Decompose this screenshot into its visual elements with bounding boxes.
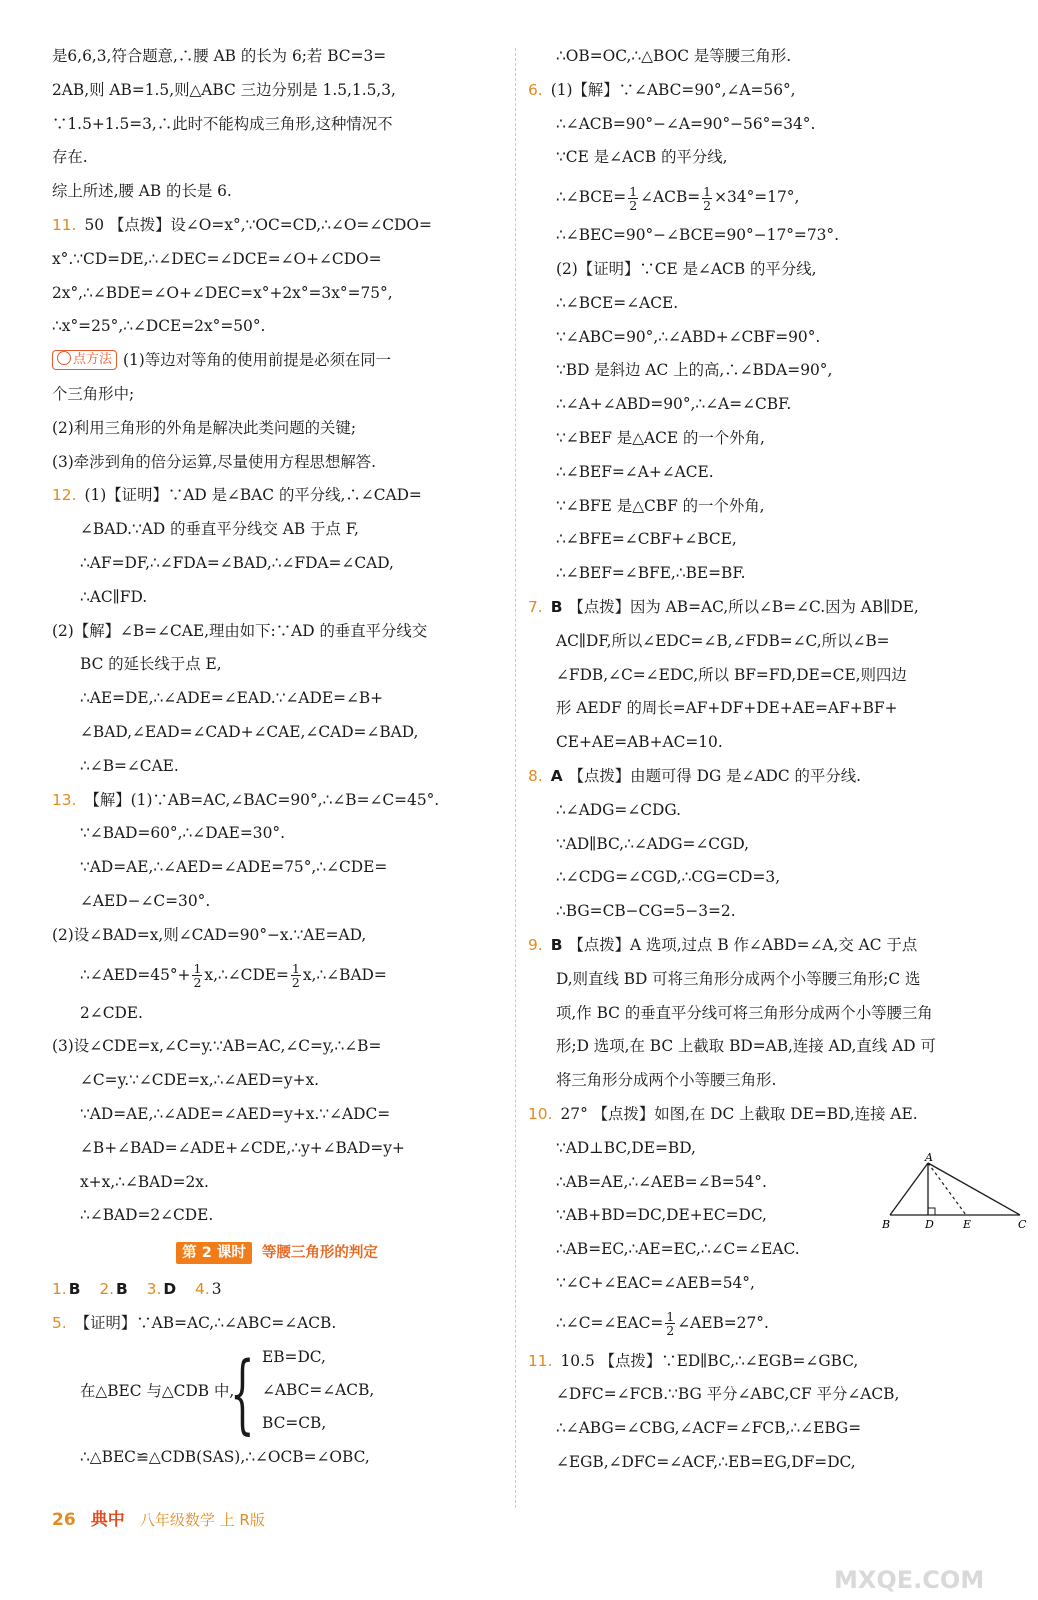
question-text: (1)【证明】∵AD 是∠BAC 的平分线,∴∠CAD= <box>84 486 422 505</box>
question-number: 5. <box>52 1313 67 1332</box>
question-10 <box>528 1098 988 1132</box>
question-number: 12. <box>52 486 77 505</box>
question-text: 【点拨】因为 AB=AC,所以∠B=∠C.因为 AB∥DE, <box>568 597 919 616</box>
question-12 <box>52 479 502 513</box>
text-line: ∵∠ABC=90°,∴∠ABD+∠CBF=90°. <box>556 327 821 346</box>
text-line: ∠BAD,∠EAD=∠CAD+∠CAE,∠CAD=∠BAD, <box>80 722 419 741</box>
text-line: ∴AC∥FD. <box>80 587 148 606</box>
brand-logo: 典中 <box>90 1510 125 1530</box>
text-line: ∴∠BEF=∠A+∠ACE. <box>556 462 714 481</box>
fraction <box>291 962 301 989</box>
answer-choice: B <box>68 1280 81 1299</box>
text-line: ∠B+∠BAD=∠ADE+∠CDE,∴y+∠BAD=y+ <box>80 1138 405 1157</box>
question-number: 10. <box>528 1104 553 1123</box>
method-icon <box>57 351 71 365</box>
question-number: 8. <box>528 766 543 785</box>
formula-part: x,∴∠BAD= <box>302 965 387 984</box>
book-title: 八年级数学 上 R版 <box>139 1511 265 1529</box>
formula-part: x,∴∠CDE= <box>204 965 289 984</box>
fraction-denominator: 2 <box>193 975 202 991</box>
text-line: ∴BG=CB−CG=5−3=2. <box>556 902 736 921</box>
fraction-denominator: 2 <box>666 1323 675 1339</box>
text-line: ∴∠BFE=∠CBF+∠BCE, <box>556 530 737 549</box>
formula-part: ∴∠C=∠EAC= <box>556 1313 664 1332</box>
text-line: ∠C=y.∵∠CDE=x,∴∠AED=y+x. <box>80 1071 320 1090</box>
text-line: ∵AD⊥BC,DE=BD, <box>556 1138 696 1157</box>
method-text: (1)等边对等角的使用前提是必须在同一 <box>123 351 392 370</box>
text-line: ∵CE 是∠ACB 的平分线, <box>556 148 728 167</box>
text-line: ∵1.5+1.5=3,∴此时不能构成三角形,这种情况不 <box>52 114 393 133</box>
page-footer <box>52 1506 265 1534</box>
answer-number: 4. <box>195 1280 210 1299</box>
watermark-logo <box>828 1540 1018 1596</box>
equation-system <box>52 1341 502 1444</box>
formula-part: ∴∠BCE= <box>556 188 627 207</box>
column-divider <box>515 48 516 1508</box>
answer-choice: B <box>550 935 563 954</box>
segment-ae <box>928 1163 966 1215</box>
text-line: ∵AB+BD=DC,DE+EC=DC, <box>556 1206 767 1225</box>
text-line: ∴∠ADG=∠CDG. <box>556 800 681 819</box>
answer-number: 1. <box>52 1280 67 1299</box>
answer-number: 2. <box>99 1280 115 1299</box>
method-badge <box>52 350 117 370</box>
question-5 <box>52 1307 502 1341</box>
answer-choice: B <box>116 1280 128 1299</box>
text-line: 2∠CDE. <box>80 1003 143 1022</box>
label-b: B <box>882 1218 891 1231</box>
text-line: ∠AED−∠C=30°. <box>80 891 211 910</box>
segment-ab <box>890 1163 928 1215</box>
text-line: ∴∠BEC=90°−∠BCE=90°−17°=73°. <box>556 226 839 245</box>
text-line: x+x,∴∠BAD=2x. <box>80 1172 209 1191</box>
lesson-heading <box>52 1233 502 1273</box>
question-text: 10.5 【点拨】∵ED∥BC,∴∠EGB=∠GBC, <box>560 1351 859 1370</box>
lesson-title: 等腰三角形的判定 <box>261 1245 378 1262</box>
question-text: 【证明】∵AB=AC,∴∠ABC=∠ACB. <box>74 1313 337 1332</box>
formula-part: ∴∠AED=45°+ <box>80 965 191 984</box>
question-text: (1)【解】∵∠ABC=90°,∠A=56°, <box>550 80 796 99</box>
formula-part: ∠AEB=27°. <box>677 1313 769 1332</box>
label-e: E <box>963 1218 972 1231</box>
question-9 <box>528 929 988 963</box>
label-d: D <box>925 1218 934 1231</box>
system-lead: 在△BEC 与△CDB 中, <box>80 1381 235 1400</box>
text-line: ∵∠BAD=60°,∴∠DAE=30°. <box>80 824 285 843</box>
question-11 <box>52 209 502 243</box>
text-line: (2)利用三角形的外角是解决此类问题的关键; <box>52 418 357 437</box>
question-text: 27° 【点拨】如图,在 DC 上截取 DE=BD,连接 AE. <box>560 1104 918 1123</box>
question-number: 7. <box>528 597 543 616</box>
text-line: (3)设∠CDE=x,∠C=y.∵AB=AC,∠C=y,∴∠B= <box>52 1037 382 1056</box>
text-line: (2)【证明】∵CE 是∠ACB 的平分线, <box>556 259 817 278</box>
text-line: 项,作 BC 的垂直平分线可将三角形分成两个小等腰三角 <box>556 1003 933 1022</box>
answer-choice: 3 <box>211 1280 222 1299</box>
text-line: ∵AD=AE,∴∠ADE=∠AED=y+x.∵∠ADC= <box>80 1104 391 1123</box>
question-7 <box>528 591 988 625</box>
watermark-text: MXQE.COM <box>834 1566 985 1594</box>
system-row: BC=CB, <box>262 1413 327 1432</box>
text-line: D,则直线 BD 可将三角形分成两个小等腰三角形;C 选 <box>556 969 921 988</box>
text-line: 2x°,∴∠BDE=∠O+∠DEC=x°+2x°=3x°=75°, <box>52 283 393 302</box>
question-number: 11. <box>528 1351 553 1370</box>
text-line: ∴AE=DE,∴∠ADE=∠EAD.∵∠ADE=∠B+ <box>80 689 384 708</box>
method-badge-label: 点方法 <box>73 352 113 368</box>
answer-choice: A <box>550 766 563 785</box>
text-line: ∵AD=AE,∴∠AED=∠ADE=75°,∴∠CDE= <box>80 858 388 877</box>
fraction <box>628 185 638 212</box>
question-8 <box>528 760 988 794</box>
system-row: EB=DC, <box>262 1347 326 1366</box>
text-line: ∵∠C+∠EAC=∠AEB=54°, <box>556 1273 755 1292</box>
text-line: ∴∠BEF=∠BFE,∴BE=BF. <box>556 564 746 583</box>
fraction-numerator: 1 <box>703 183 712 199</box>
text-line: ∴∠ABG=∠CBG,∠ACF=∠FCB,∴∠EBG= <box>556 1419 862 1438</box>
text-line: ∴AB=EC,∴AE=EC,∴∠C=∠EAC. <box>556 1240 800 1259</box>
answer-choice: B <box>550 597 563 616</box>
text-line: ∴x°=25°,∴∠DCE=2x°=50°. <box>52 317 266 336</box>
fraction-numerator: 1 <box>666 1309 675 1325</box>
system-row: ∠ABC=∠ACB, <box>262 1380 375 1399</box>
text-line: x°.∵CD=DE,∴∠DEC=∠DCE=∠O+∠CDO= <box>52 249 382 268</box>
fraction <box>702 185 712 212</box>
text-line: 是6,6,3,符合题意,∴腰 AB 的长为 6;若 BC=3= <box>52 47 387 65</box>
answer-number: 3. <box>146 1280 162 1299</box>
formula-line <box>528 175 988 219</box>
fraction-numerator: 1 <box>629 183 638 199</box>
text-line: ∴∠A+∠ABD=90°,∴∠A=∠CBF. <box>556 395 792 414</box>
page-number: 26 <box>52 1510 76 1530</box>
fraction <box>192 962 202 989</box>
fraction-denominator: 2 <box>703 197 712 213</box>
formula-line <box>52 953 502 997</box>
right-column <box>528 40 988 1480</box>
question-13 <box>52 784 502 818</box>
text-line: (3)牵涉到角的倍分运算,尽量使用方程思想解答. <box>52 452 377 471</box>
text-line: 个三角形中; <box>52 384 135 403</box>
text-line: 将三角形分成两个小等腰三角形. <box>556 1071 777 1090</box>
question-11-right <box>528 1345 988 1379</box>
question-number: 11. <box>52 215 77 234</box>
question-6 <box>528 74 988 108</box>
segment-ac <box>928 1163 1020 1215</box>
system-rows <box>262 1341 374 1440</box>
method-note <box>52 344 502 378</box>
text-line: ∴∠BCE=∠ACE. <box>556 293 679 312</box>
right-angle-mark <box>928 1208 935 1215</box>
formula-part: ×34°=17°, <box>714 188 800 207</box>
question-text: 50 【点拨】设∠O=x°,∵OC=CD,∴∠O=∠CDO= <box>84 215 432 234</box>
text-line: ∴△BEC≌△CDB(SAS),∴∠OCB=∠OBC, <box>80 1447 370 1466</box>
lesson-tag: 第 2 课时 <box>176 1242 252 1264</box>
question-number: 13. <box>52 790 77 809</box>
text-line: ∵∠BFE 是△CBF 的一个外角, <box>556 496 765 515</box>
text-line: ∴OB=OC,∴△BOC 是等腰三角形. <box>556 47 792 65</box>
answer-choice: D <box>163 1280 177 1299</box>
text-line: 形;D 选项,在 BC 上截取 BD=AB,连接 AD,直线 AD 可 <box>556 1037 936 1056</box>
question-text: 【点拨】A 选项,过点 B 作∠ABD=∠A,交 AC 于点 <box>568 935 918 954</box>
question-number: 9. <box>528 935 543 954</box>
text-line: ∴AF=DF,∴∠FDA=∠BAD,∴∠FDA=∠CAD, <box>80 553 394 572</box>
text-line: ∵BD 是斜边 AC 上的高,∴∠BDA=90°, <box>556 361 833 380</box>
text-line: ∴∠B=∠CAE. <box>80 756 179 775</box>
text-line: ∴∠BAD=2∠CDE. <box>80 1206 214 1225</box>
text-line: 2AB,则 AB=1.5,则△ABC 三边分别是 1.5,1.5,3, <box>52 80 396 99</box>
formula-line <box>528 1301 988 1345</box>
brace-symbol: { <box>230 1343 255 1444</box>
question-number: 6. <box>528 80 543 99</box>
formula-part: ∠ACB= <box>640 188 701 207</box>
text-line: ∠DFC=∠FCB.∵BG 平分∠ABC,CF 平分∠ACB, <box>556 1385 900 1404</box>
text-line: 存在. <box>52 148 88 167</box>
text-line: ∵∠BEF 是△ACE 的一个外角, <box>556 428 765 447</box>
left-column <box>52 40 502 1474</box>
question-text: 【解】(1)∵AB=AC,∠BAC=90°,∴∠B=∠C=45°. <box>84 790 440 809</box>
text-line: CE+AE=AB+AC=10. <box>556 733 723 752</box>
fraction-numerator: 1 <box>193 961 202 977</box>
text-line: 形 AEDF 的周长=AF+DF+DE+AE=AF+BF+ <box>556 699 898 718</box>
label-c: C <box>1018 1218 1027 1231</box>
text-line: ∴∠CDG=∠CGD,∴CG=CD=3, <box>556 868 781 887</box>
fraction-denominator: 2 <box>629 197 638 213</box>
text-line: (2)【解】∠B=∠CAE,理由如下:∵AD 的垂直平分线交 <box>52 621 428 640</box>
text-line: ∴AB=AE,∴∠AEB=∠B=54°. <box>556 1172 767 1191</box>
label-a: A <box>925 1153 933 1164</box>
text-line: 综上所述,腰 AB 的长是 6. <box>52 182 232 201</box>
text-line: (2)设∠BAD=x,则∠CAD=90°−x.∵AE=AD, <box>52 925 367 944</box>
text-line: ∠FDB,∠C=∠EDC,所以 BF=FD,DE=CE,则四边 <box>556 665 907 684</box>
answers-row <box>52 1273 502 1307</box>
question-text: 【点拨】由题可得 DG 是∠ADC 的平分线. <box>568 766 862 785</box>
fraction-numerator: 1 <box>291 961 300 977</box>
text-line: ∴∠ACB=90°−∠A=90°−56°=34°. <box>556 114 816 133</box>
text-line: ∵AD∥BC,∴∠ADG=∠CGD, <box>556 834 750 853</box>
text-line: AC∥DF,所以∠EDC=∠B,∠FDB=∠C,所以∠B= <box>556 631 890 650</box>
text-line: ∠EGB,∠DFC=∠ACF,∴EB=EG,DF=DC, <box>556 1453 856 1472</box>
fraction-denominator: 2 <box>291 975 300 991</box>
fraction <box>665 1310 675 1337</box>
text-line: BC 的延长线于点 E, <box>80 655 222 674</box>
text-line: ∠BAD.∵AD 的垂直平分线交 AB 于点 F, <box>80 520 359 539</box>
triangle-figure <box>880 1153 1030 1233</box>
